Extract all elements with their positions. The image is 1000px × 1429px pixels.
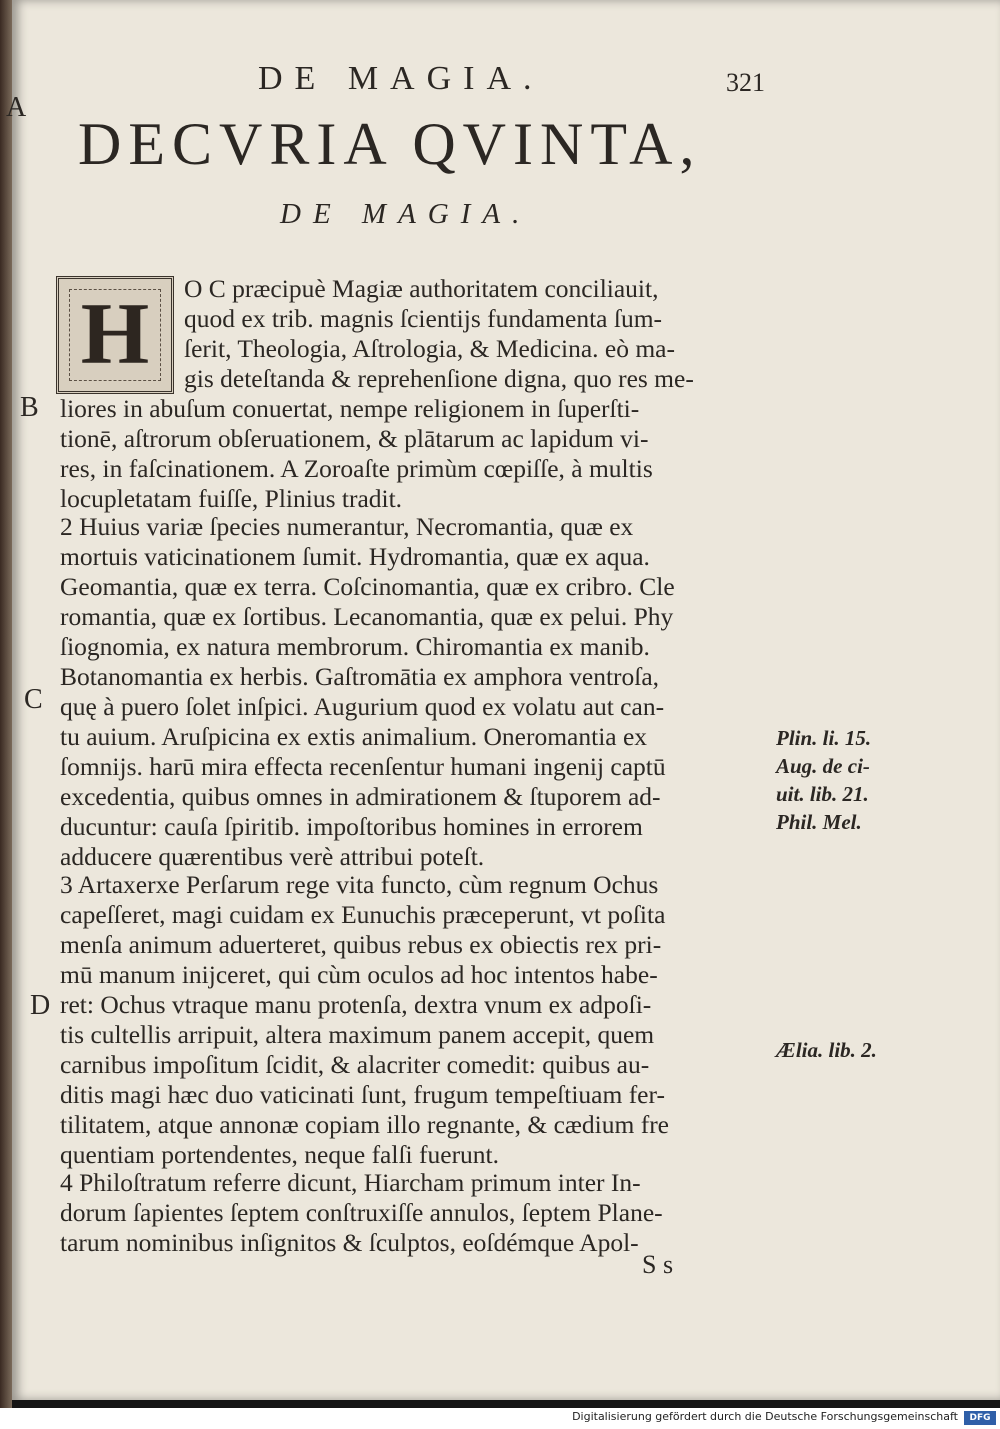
margin-note: Aug. de ci- — [776, 754, 870, 778]
book-page — [6, 0, 1000, 1400]
text-line: quentiam portendentes, neque falſi fuerunt. — [60, 1140, 500, 1169]
text-line: ſiognomia, ex natura membrorum. Chiromantia ex manib. — [60, 632, 650, 661]
decorated-initial — [56, 276, 174, 394]
chapter-title: DECVRIA QVINTA, — [78, 111, 702, 177]
text-line: res, in faſcinationem. A Zoroaſte primùm cœpiſſe, à multis — [60, 454, 653, 483]
text-line: ditis magi hæc duo vaticinati ſunt, frugum tempeſtiuam fer- — [60, 1080, 665, 1109]
funding-credit: Digitalisierung gefördert durch die Deutsche Forschungsgemeinschaft — [572, 1410, 958, 1423]
text-line: tis cultellis arripuit, altera maximum panem accepit, quem — [60, 1020, 655, 1049]
text-line: quod ex trib. magnis ſcientijs fundamenta ſum- — [184, 304, 663, 333]
text-line: quę à puero ſolet inſpici. Augurium quod ex volatu aut can- — [60, 692, 665, 721]
text-line: romantia, quæ ex ſortibus. Lecanomantia, quæ ex pelui. Phy — [60, 602, 674, 631]
text-line: O C præcipuè Magiæ authoritatem conciliauit, — [184, 274, 659, 303]
margin-letter-d: D — [30, 990, 51, 1021]
text-line: 2 Huius variæ ſpecies numerantur, Necromantia, quæ ex — [60, 512, 634, 541]
text-line: tilitatem, atque annonæ copiam illo regnante, & cædium fre — [60, 1110, 669, 1139]
text-line: mortuis vaticinationem ſumit. Hydromantia, quæ ex aqua. — [60, 542, 650, 571]
section-title: DE MAGIA. — [280, 198, 532, 230]
text-line: 4 Philoſtratum referre dicunt, Hiarcham primum inter In- — [60, 1168, 641, 1197]
text-line: ſomnijs. harū mira effecta recenſentur humani ingenij captū — [60, 752, 666, 781]
signature-mark: S s — [642, 1250, 674, 1279]
text-line: Botanomantia ex herbis. Gaſtromātia ex amphora ventroſa, — [60, 662, 660, 691]
margin-note: Ælia. lib. 2. — [776, 1038, 877, 1062]
text-line: tionē, aſtrorum obſeruationem, & plātarum ac lapidum vi- — [60, 424, 649, 453]
text-line: carnibus impoſitum ſcidit, & alacriter comedit: quibus au- — [60, 1050, 650, 1079]
running-head — [12, 60, 1000, 104]
margin-letter-a: A — [6, 92, 27, 123]
text-line: dorum ſapientes ſeptem conſtruxiſſe annulos, ſeptem Plane- — [60, 1198, 663, 1227]
text-line: tu auium. Aruſpicina ex extis animalium. Oneromantia ex — [60, 722, 648, 751]
text-line: ſerit, Theologia, Aſtrologia, & Medicina. eò ma- — [184, 334, 675, 363]
margin-letter-b: B — [20, 392, 39, 423]
margin-note: Phil. Mel. — [776, 810, 862, 834]
text-line: tarum nominibus inſignitos & ſculptos, eoſdémque Apol- — [60, 1228, 639, 1257]
margin-note: uit. lib. 21. — [776, 782, 869, 806]
text-line: locupletatam fuiſſe, Plinius tradit. — [60, 484, 403, 513]
text-line: mū manum inijceret, qui cùm oculos ad hoc intentos habe- — [60, 960, 658, 989]
page-number: 321 — [726, 68, 765, 97]
text-line: ducuntur: cauſa ſpiritib. impoſtoribus homines in errorem — [60, 812, 643, 841]
text-line: adducere quærentibus verè attribui poteſt. — [60, 842, 485, 871]
text-line: liores in abuſum conuertat, nempe religionem in ſuperſti- — [60, 394, 640, 423]
text-line: Geomantia, quæ ex terra. Coſcinomantia, quæ ex cribro. Cle — [60, 572, 675, 601]
text-line: gis deteſtanda & reprehenſione digna, quo res me- — [184, 364, 694, 393]
initial-letter: H — [80, 286, 150, 383]
text-line: excedentia, quibus omnes in admirationem & ſtuporem ad- — [60, 782, 661, 811]
margin-note: Plin. li. 15. — [776, 726, 872, 750]
running-title: DE MAGIA. — [258, 60, 544, 97]
text-line: ret: Ochus vtraque manu protenſa, dextra vnum ex adpoſi- — [60, 990, 652, 1019]
text-line: menſa animum aduerteret, quibus rebus ex obiectis rex pri- — [60, 930, 662, 959]
text-line: capeſſeret, magi cuidam ex Eunuchis præceperunt, vt poſita — [60, 900, 666, 929]
dfg-logo: DFG — [964, 1411, 996, 1425]
book-edge — [0, 0, 12, 1408]
margin-letter-c: C — [24, 684, 43, 715]
text-line: 3 Artaxerxe Perſarum rege vita functo, cùm regnum Ochus — [60, 870, 659, 899]
footer-bar — [0, 1408, 1000, 1429]
